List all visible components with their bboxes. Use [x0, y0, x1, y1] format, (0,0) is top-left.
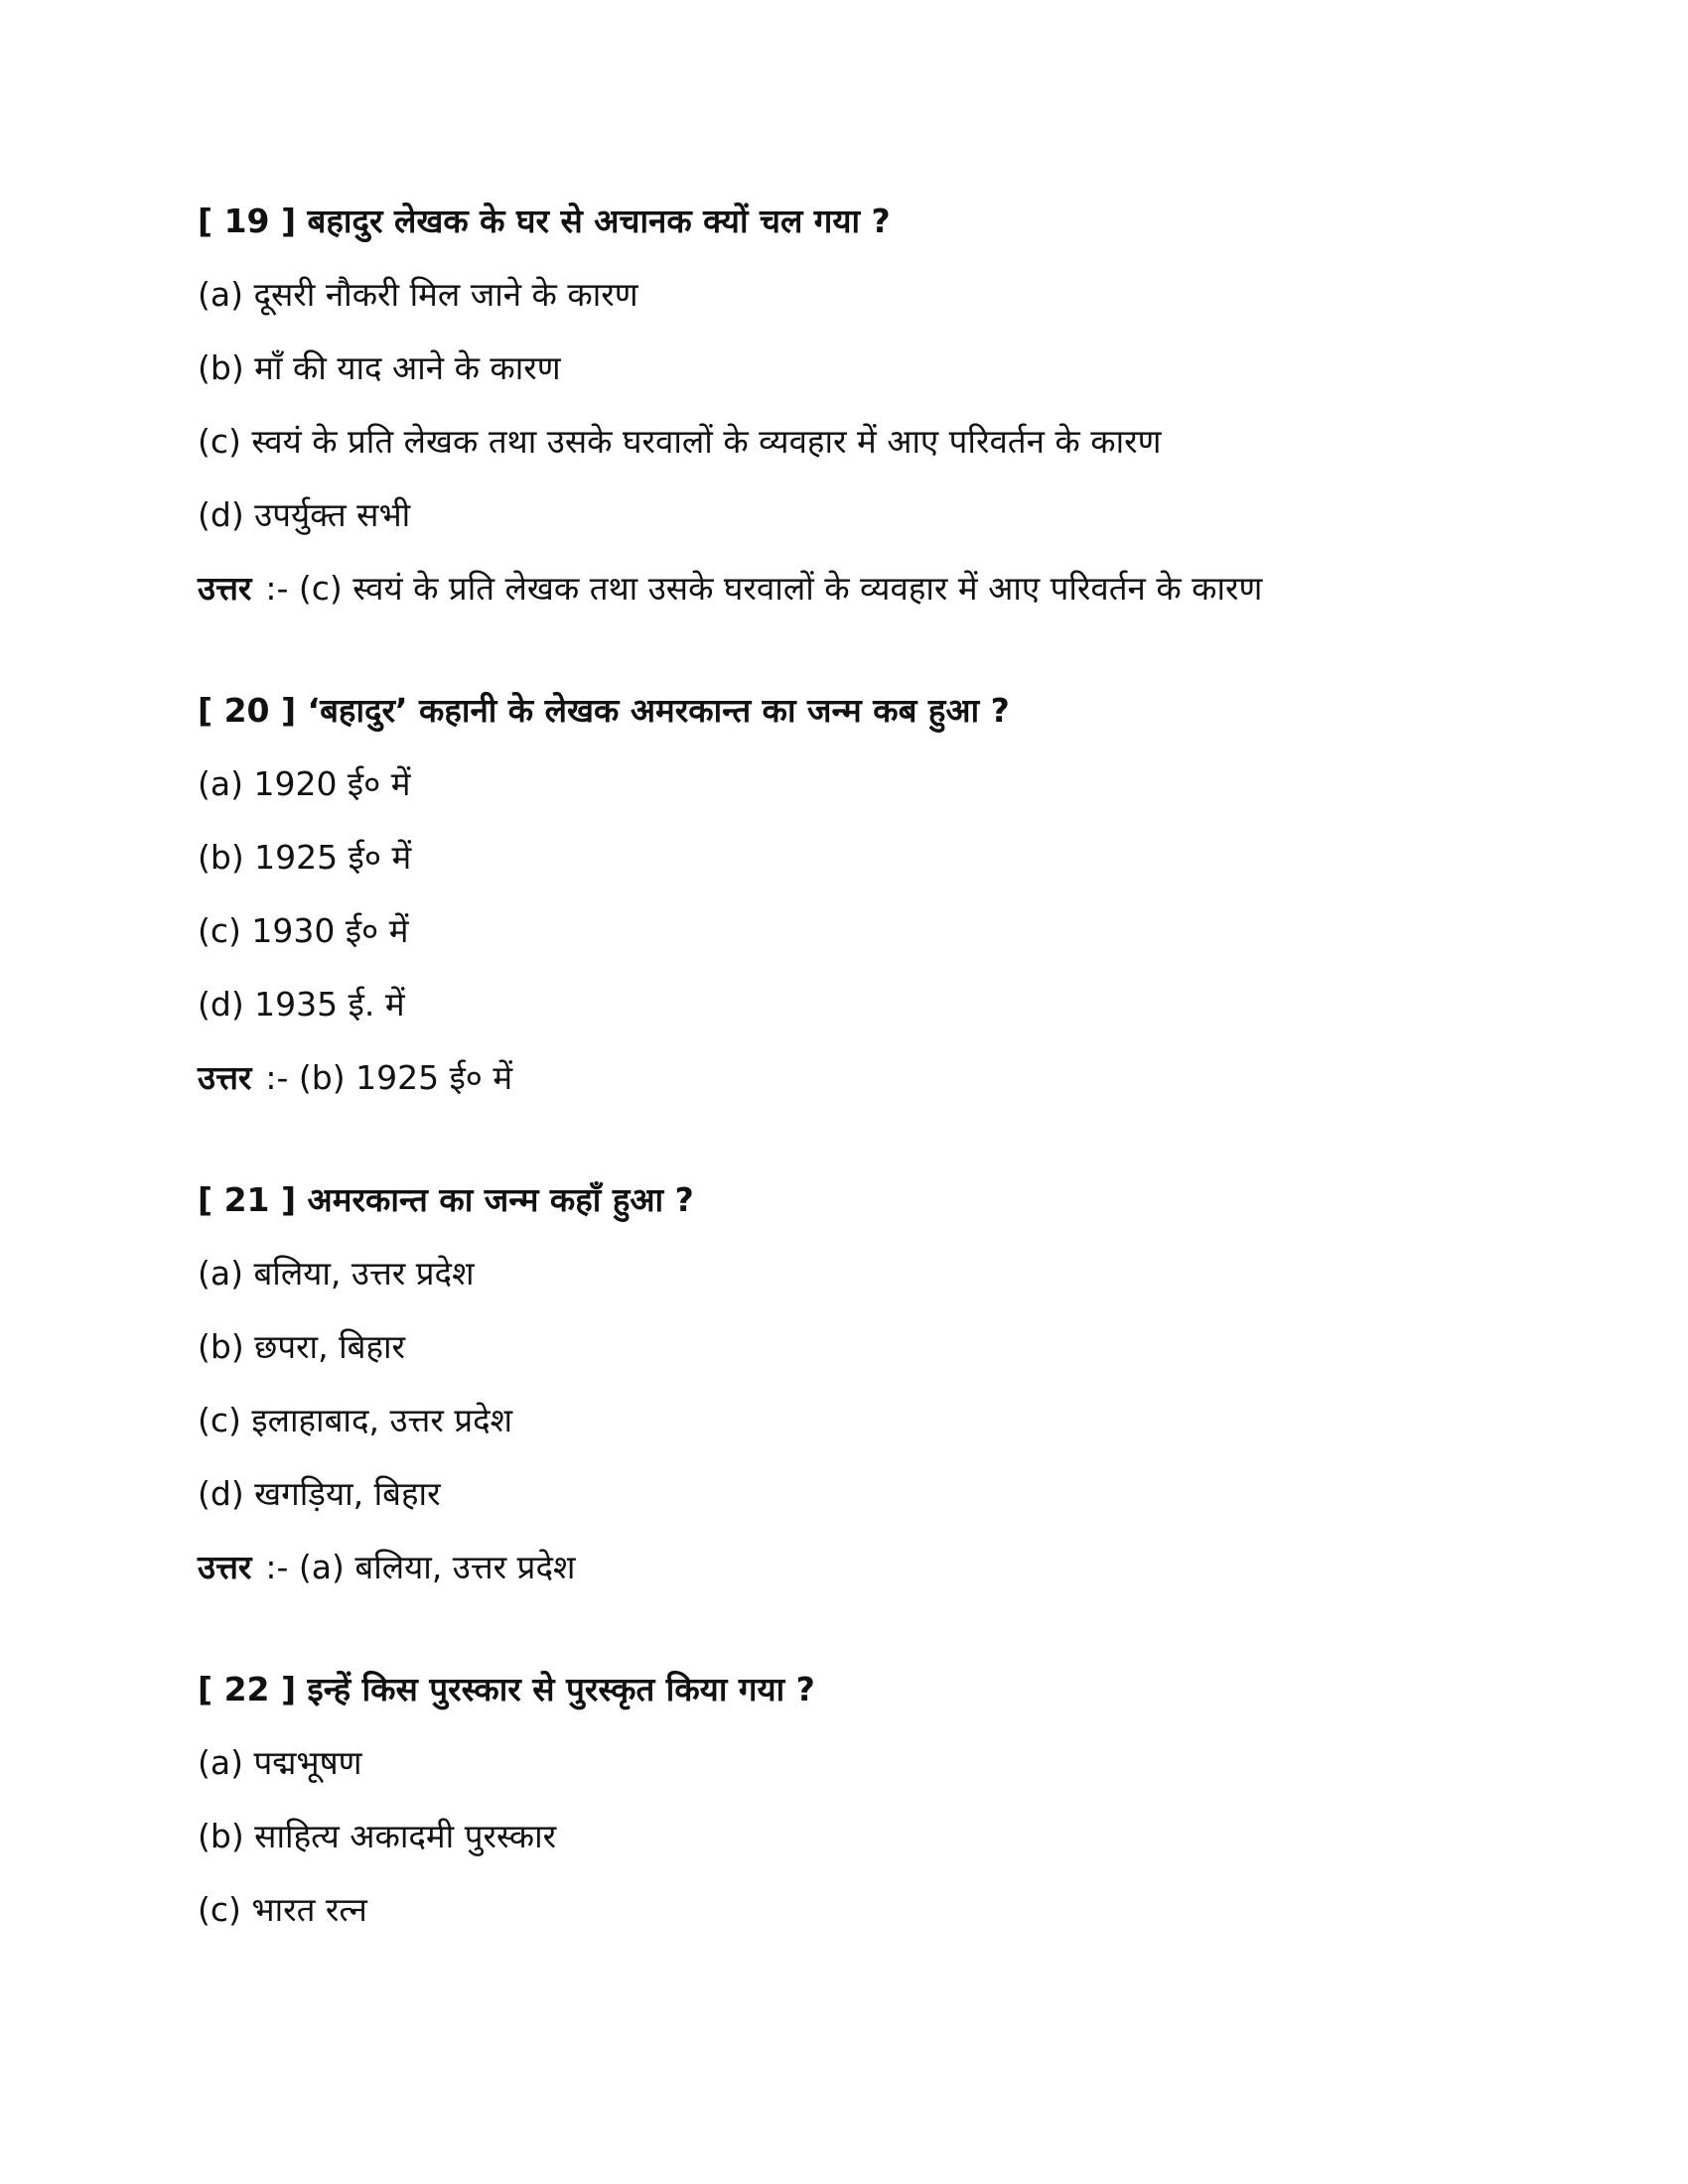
option-b: (b) 1925 ई० में	[198, 838, 412, 877]
question-20	[198, 674, 1589, 1115]
answer-line	[198, 552, 1589, 625]
option-c: (c) भारत रत्न	[198, 1890, 367, 1929]
answer-text: :- (c) स्वयं के प्रति लेखक तथा उसके घरवालों के व्यवहार में आए परिवर्तन के कारण	[265, 569, 1263, 608]
answer-text: :- (a) बलिया, उत्तर प्रदेश	[265, 1548, 576, 1586]
answer-label: उत्तर	[198, 1058, 252, 1097]
question-heading: [ 22 ] इन्हें किस पुरस्कार से पुरस्कृत किया गया ?	[198, 1670, 815, 1708]
question-heading: [ 21 ] अमरकान्त का जन्म कहाँ हुआ ?	[198, 1180, 694, 1219]
option-c: (c) 1930 ई० में	[198, 911, 409, 950]
option-a: (a) बलिया, उत्तर प्रदेश	[198, 1254, 475, 1293]
option-a: (a) 1920 ई० में	[198, 764, 411, 803]
answer-line	[198, 1531, 1589, 1604]
question-21	[198, 1163, 1589, 1604]
option-c: (c) इलाहाबाद, उत्तर प्रदेश	[198, 1401, 513, 1439]
answer-label: उत्तर	[198, 569, 252, 608]
answer-text: :- (b) 1925 ई० में	[265, 1058, 513, 1097]
option-c: (c) स्वयं के प्रति लेखक तथा उसके घरवालों के व्यवहार में आए परिवर्तन के कारण	[198, 422, 1162, 461]
question-22	[198, 1653, 1589, 1947]
option-b: (b) माँ की याद आने के कारण	[198, 348, 561, 387]
question-heading: [ 19 ] बहादुर लेखक के घर से अचानक क्यों चल गया ?	[198, 202, 891, 240]
question-heading: [ 20 ] ‘बहादुर’ कहानी के लेखक अमरकान्त का जन्म कब हुआ ?	[198, 691, 1010, 730]
option-d: (d) खगड़िया, बिहार	[198, 1474, 441, 1513]
answer-line	[198, 1041, 1589, 1115]
option-b: (b) छपरा, बिहार	[198, 1327, 406, 1366]
question-19	[198, 185, 1589, 625]
document-page	[198, 185, 1589, 1995]
option-d: (d) उपर्युक्त सभी	[198, 495, 411, 534]
answer-label: उत्तर	[198, 1548, 252, 1586]
option-a: (a) पद्मभूषण	[198, 1743, 362, 1782]
option-a: (a) दूसरी नौकरी मिल जाने के कारण	[198, 275, 638, 314]
option-b: (b) साहित्य अकादमी पुरस्कार	[198, 1817, 557, 1855]
option-d: (d) 1935 ई. में	[198, 985, 405, 1024]
